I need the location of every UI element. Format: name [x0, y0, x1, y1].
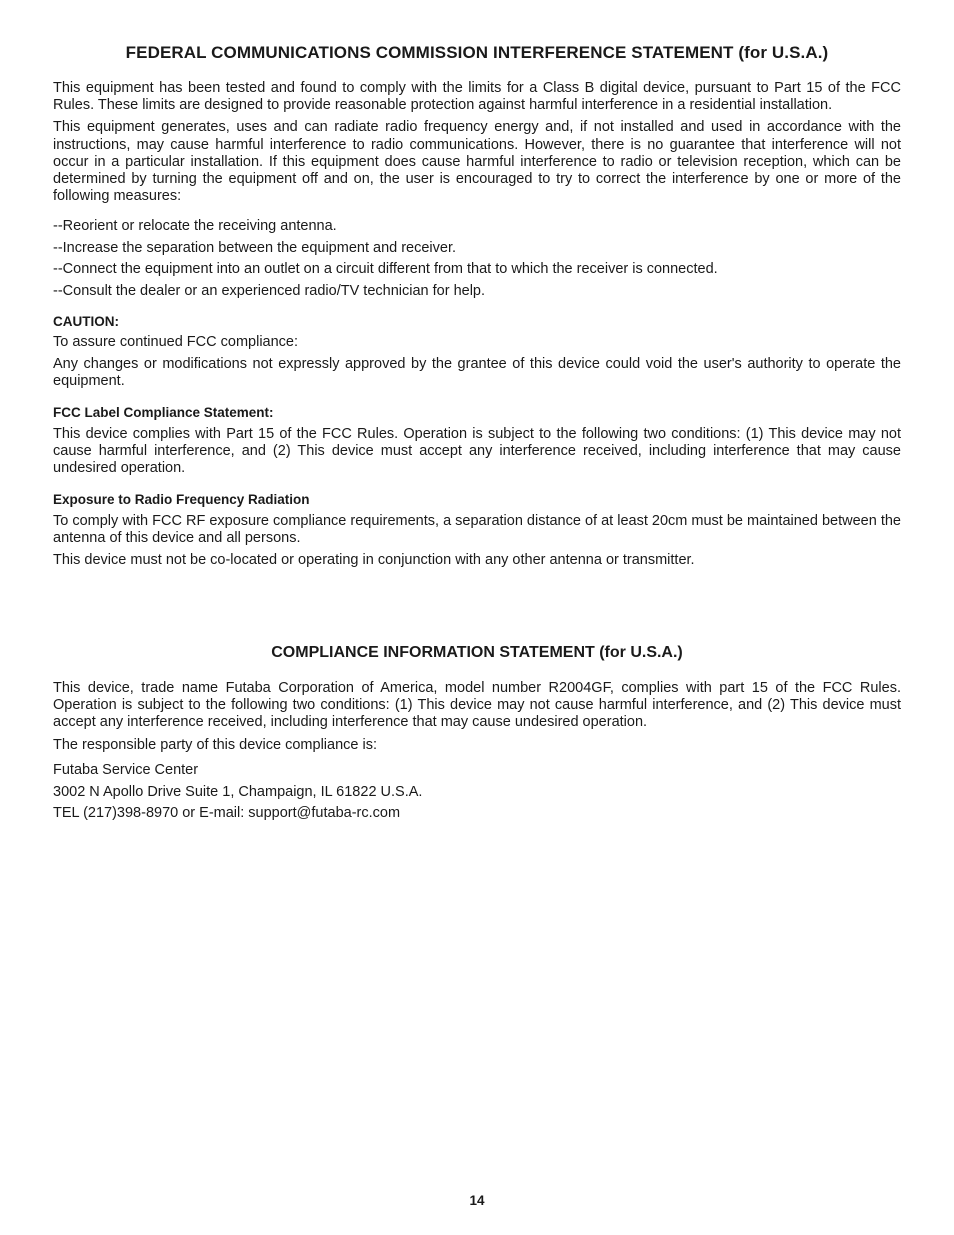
caution-section	[53, 313, 901, 391]
address-line-3: TEL (217)398-8970 or E-mail: support@futaba-rc.com	[53, 805, 401, 822]
measure-item-4: --Consult the dealer or an experienced radio/TV technician for help.	[53, 283, 486, 300]
measure-item-2: --Increase the separation between the equipment and receiver.	[53, 239, 457, 256]
rf-exposure-paragraph-1: To comply with FCC RF exposure compliance requirements, a separation distance of at least 20cm must be maintained between the antenna of this device and all persons.	[53, 513, 901, 547]
compliance-statement-title: COMPLIANCE INFORMATION STATEMENT (for U.S.A.)	[271, 644, 683, 661]
fcc-label-heading: FCC Label Compliance Statement:	[53, 405, 274, 420]
compliance-statement-body	[53, 680, 901, 754]
address-line-1: Futaba Service Center	[53, 762, 199, 778]
rf-exposure-section	[53, 491, 901, 570]
fcc-paragraph-1: This equipment has been tested and found to comply with the limits for a Class B digital device, pursuant to Part 15 of the FCC Rules. These limits are designed to provide reasonable protection against harmful interference in a residential installation.	[53, 80, 901, 114]
fcc-measures-list	[53, 218, 901, 300]
compliance-paragraph-1: This device, trade name Futaba Corporation of America, model number R2004GF, complies with part 15 of the FCC Rules. Operation is subject to the following two conditions: (1) This device may not cause harmful interference, and (2) This device must accept any interference received, including interference that may cause undesired operation.	[53, 680, 901, 731]
caution-line-2: Any changes or modifications not expressly approved by the grantee of this device could void the user's authority to operate the equipment.	[53, 356, 901, 390]
page-number: 14	[469, 1193, 485, 1208]
fcc-label-text: This device complies with Part 15 of the FCC Rules. Operation is subject to the following two conditions: (1) This device may not cause harmful interference, and (2) This device must accept any interference received, including interference that may cause undesired operation.	[53, 426, 901, 477]
caution-line-1: To assure continued FCC compliance:	[53, 334, 299, 350]
fcc-statement-title: FEDERAL COMMUNICATIONS COMMISSION INTERFERENCE STATEMENT (for U.S.A.)	[125, 43, 829, 62]
rf-exposure-paragraph-2: This device must not be co-located or operating in conjunction with any other antenna or transmitter.	[53, 552, 695, 569]
caution-heading: CAUTION:	[53, 314, 119, 329]
address-line-2: 3002 N Apollo Drive Suite 1, Champaign, IL 61822 U.S.A.	[53, 783, 423, 800]
measure-item-3: --Connect the equipment into an outlet on a circuit different from that to which the receiver is connected.	[53, 261, 718, 278]
responsible-party-address	[53, 762, 901, 823]
rf-exposure-heading: Exposure to Radio Frequency Radiation	[53, 492, 310, 507]
fcc-paragraph-2: This equipment generates, uses and can radiate radio frequency energy and, if not installed and used in accordance with the instructions, may cause harmful interference to radio communications. However, there is no guarantee that interference will not occur in a particular installation. If this equipment does cause harmful interference to radio or television reception, which can be determined by turning the equipment off and on, the user is encouraged to try to correct the interference by one or more of the following measures:	[53, 119, 901, 205]
fcc-label-section	[53, 404, 901, 478]
fcc-statement-body	[53, 80, 901, 205]
measure-item-1: --Reorient or relocate the receiving antenna.	[53, 218, 337, 234]
compliance-paragraph-2: The responsible party of this device compliance is:	[53, 736, 377, 753]
